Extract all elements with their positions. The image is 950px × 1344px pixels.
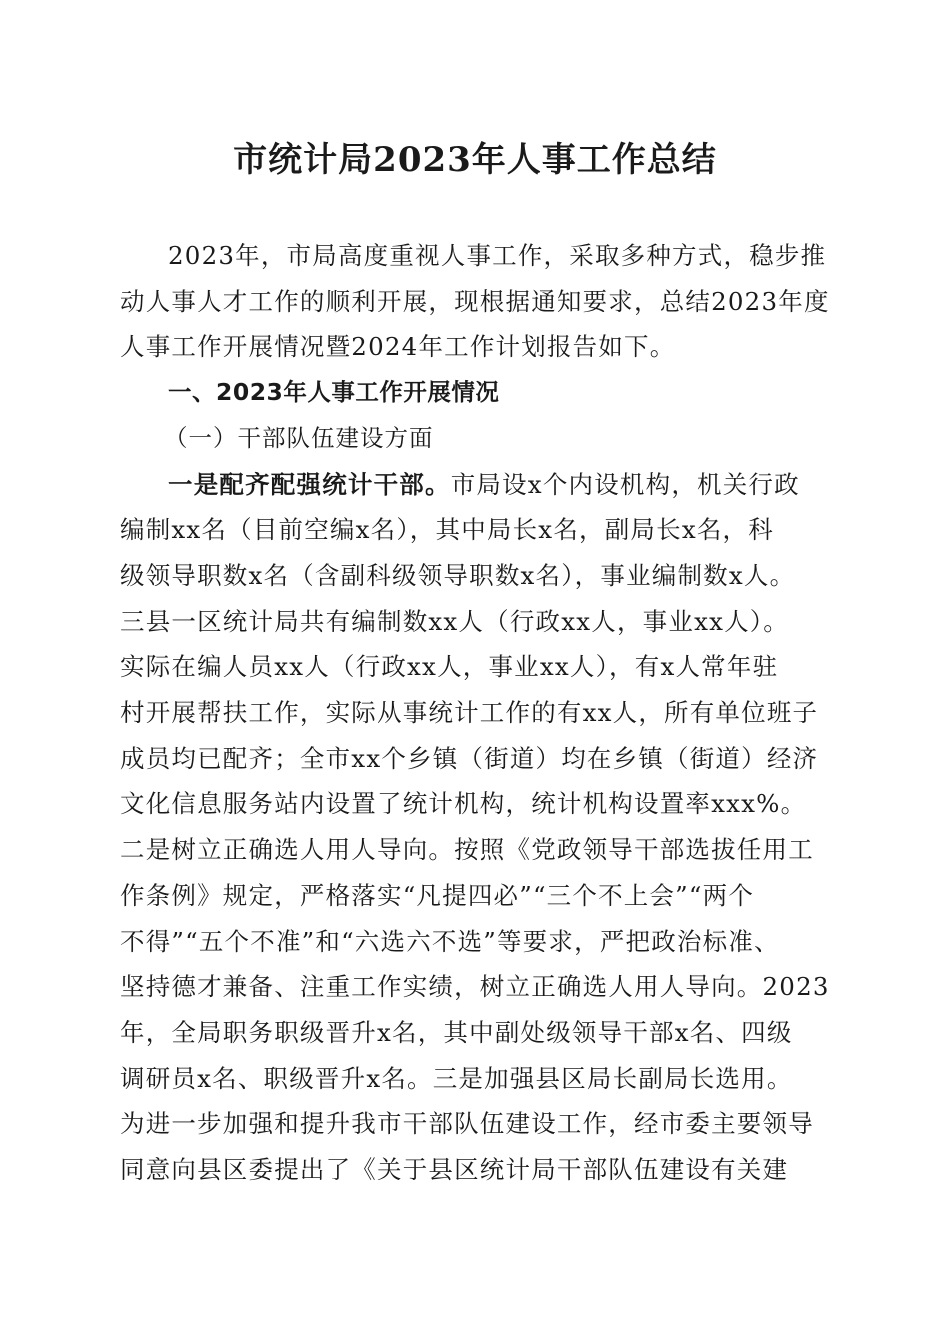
body-line: 文化信息服务站内设置了统计机构，统计机构设置率xxx%。	[120, 789, 807, 819]
paragraph-lead: 一是配齐配强统计干部。	[168, 469, 451, 499]
body-line: 同意向县区委提出了《关于县区统计局干部队伍建设有关建	[120, 1155, 789, 1185]
body-line: 为进一步加强和提升我市干部队伍建设工作，经市委主要领导	[120, 1109, 814, 1139]
paragraph-first-rest: 市局设x个内设机构，机关行政	[450, 469, 800, 499]
section-heading-1: 一、2023年人事工作开展情况	[168, 378, 500, 407]
body-line: 作条例》规定，严格落实“凡提四必”“三个不上会”“两个	[120, 880, 755, 910]
intro-line: 动人事人才工作的顺利开展，现根据通知要求，总结2023年度	[120, 286, 830, 316]
body-line: 实际在编人员xx人（行政xx人，事业xx人），有x人常年驻	[120, 652, 779, 682]
document-body	[120, 233, 832, 1193]
body-line: 坚持德才兼备、注重工作实绩，树立正确选人用人导向。2023	[120, 972, 830, 1002]
intro-line: 人事工作开展情况暨2024年工作计划报告如下。	[120, 332, 676, 362]
body-line: 调研员x名、职级晋升x名。三是加强县区局长副局长选用。	[120, 1063, 793, 1093]
section-heading-2: （一）干部队伍建设方面	[164, 423, 434, 452]
body-line: 村开展帮扶工作，实际从事统计工作的有xx人，所有单位班子	[120, 698, 819, 728]
body-line: 三县一区统计局共有编制数xx人（行政xx人，事业xx人）。	[120, 606, 789, 636]
body-line: 编制xx名（目前空编x名），其中局长x名，副局长x名，科	[120, 515, 774, 545]
body-line: 级领导职数x名（含副科级领导职数x名），事业编制数x人。	[120, 560, 796, 590]
paragraph-first-line	[120, 462, 832, 508]
body-line: 年，全局职务职级晋升x名，其中副处级领导干部x名、四级	[120, 1017, 793, 1047]
body-line: 成员均已配齐；全市xx个乡镇（街道）均在乡镇（街道）经济	[120, 743, 819, 773]
document-title: 市统计局2023年人事工作总结	[233, 140, 717, 180]
body-line: 二是树立正确选人用人导向。按照《党政领导干部选拔任用工	[120, 835, 814, 865]
intro-line: 2023年，市局高度重视人事工作，采取多种方式，稳步推	[168, 241, 827, 270]
body-line: 不得”“五个不准”和“六选六不选”等要求，严把政治标准、	[120, 926, 780, 956]
